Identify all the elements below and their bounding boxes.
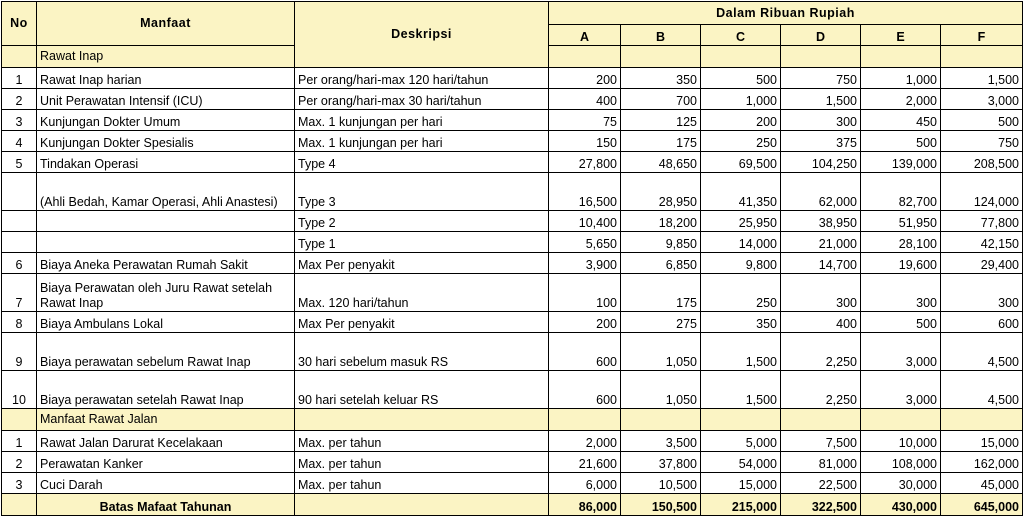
benefit-name: [37, 211, 295, 232]
plan-value: 3,000: [861, 333, 941, 371]
plan-value: 175: [621, 131, 701, 152]
currency-unit-header: Dalam Ribuan Rupiah: [549, 2, 1023, 25]
row-number: 1: [2, 68, 37, 89]
plan-value: 4,500: [941, 371, 1023, 409]
plan-value: 208,500: [941, 152, 1023, 173]
plan-value: 500: [701, 68, 781, 89]
plan-value: 200: [549, 68, 621, 89]
benefit-description: Max. 1 kunjungan per hari: [295, 110, 549, 131]
table-row: [2, 232, 1023, 253]
benefit-name: Biaya Aneka Perawatan Rumah Sakit: [37, 253, 295, 274]
benefit-name: Rawat Inap harian: [37, 68, 295, 89]
row-number: 8: [2, 312, 37, 333]
plan-value: 1,050: [621, 333, 701, 371]
table-row: [2, 253, 1023, 274]
plan-value: 500: [941, 110, 1023, 131]
plan-value: 9,800: [701, 253, 781, 274]
plan-value: 600: [941, 312, 1023, 333]
plan-value: 250: [701, 274, 781, 312]
plan-value: 21,000: [781, 232, 861, 253]
row-number: [2, 232, 37, 253]
benefit-name: [37, 232, 295, 253]
plan-value: 82,700: [861, 173, 941, 211]
row-number: 6: [2, 253, 37, 274]
row-number: 5: [2, 152, 37, 173]
plan-value: 75: [549, 110, 621, 131]
plan-value: 21,600: [549, 452, 621, 473]
plan-value: 3,500: [621, 431, 701, 452]
plan-value: 500: [861, 312, 941, 333]
plan-value: 150: [549, 131, 621, 152]
plan-value: 15,000: [941, 431, 1023, 452]
row-number: [2, 211, 37, 232]
plan-value: 300: [781, 274, 861, 312]
plan-header: A: [549, 25, 621, 46]
plan-header: D: [781, 25, 861, 46]
plan-value: 2,250: [781, 333, 861, 371]
annual-limit-row: [2, 494, 1023, 516]
benefit-description: Per orang/hari-max 30 hari/tahun: [295, 89, 549, 110]
row-number: 3: [2, 110, 37, 131]
table-row: [2, 68, 1023, 89]
plan-value: 108,000: [861, 452, 941, 473]
plan-value: 15,000: [701, 473, 781, 494]
benefit-description: Max. per tahun: [295, 431, 549, 452]
plan-value: 38,950: [781, 211, 861, 232]
plan-value: 1,050: [621, 371, 701, 409]
plan-value: 100: [549, 274, 621, 312]
row-number: 2: [2, 89, 37, 110]
benefit-description: Max. 120 hari/tahun: [295, 274, 549, 312]
benefit-description: 90 hari setelah keluar RS: [295, 371, 549, 409]
benefit-description: Type 1: [295, 232, 549, 253]
plan-value: 62,000: [781, 173, 861, 211]
plan-value: 750: [781, 68, 861, 89]
benefit-name: Unit Perawatan Intensif (ICU): [37, 89, 295, 110]
section-label: Manfaat Rawat Jalan: [37, 409, 295, 431]
plan-value: 3,000: [941, 89, 1023, 110]
row-number: 1: [2, 431, 37, 452]
row-number: 9: [2, 333, 37, 371]
plan-value: 9,850: [621, 232, 701, 253]
benefit-description: Max Per penyakit: [295, 312, 549, 333]
table-row: [2, 312, 1023, 333]
plan-value: 500: [861, 131, 941, 152]
plan-value: 5,000: [701, 431, 781, 452]
annual-limit-value: 645,000: [941, 494, 1023, 516]
col-header-no: No: [2, 2, 37, 46]
benefit-name: Biaya perawatan sebelum Rawat Inap: [37, 333, 295, 371]
plan-value: 77,800: [941, 211, 1023, 232]
plan-value: 700: [621, 89, 701, 110]
plan-value: 81,000: [781, 452, 861, 473]
plan-value: 10,400: [549, 211, 621, 232]
plan-value: 1,500: [701, 333, 781, 371]
plan-value: 1,000: [701, 89, 781, 110]
plan-header: F: [941, 25, 1023, 46]
plan-value: 2,000: [549, 431, 621, 452]
plan-value: 51,950: [861, 211, 941, 232]
table-row: [2, 211, 1023, 232]
row-number: 3: [2, 473, 37, 494]
plan-value: 48,650: [621, 152, 701, 173]
plan-value: 162,000: [941, 452, 1023, 473]
plan-value: 300: [861, 274, 941, 312]
plan-value: 300: [941, 274, 1023, 312]
row-number: 10: [2, 371, 37, 409]
plan-value: 42,150: [941, 232, 1023, 253]
annual-limit-value: 215,000: [701, 494, 781, 516]
annual-limit-value: 322,500: [781, 494, 861, 516]
benefit-name: Tindakan Operasi: [37, 152, 295, 173]
plan-value: 14,700: [781, 253, 861, 274]
plan-value: 375: [781, 131, 861, 152]
header-row-top: [2, 2, 1023, 25]
benefit-name: (Ahli Bedah, Kamar Operasi, Ahli Anastesi): [37, 173, 295, 211]
plan-value: 27,800: [549, 152, 621, 173]
plan-value: 10,500: [621, 473, 701, 494]
benefit-description: Type 3: [295, 173, 549, 211]
plan-value: 30,000: [861, 473, 941, 494]
plan-value: 16,500: [549, 173, 621, 211]
row-number: 4: [2, 131, 37, 152]
table-row: [2, 431, 1023, 452]
plan-value: 350: [701, 312, 781, 333]
table-row: [2, 89, 1023, 110]
plan-value: 450: [861, 110, 941, 131]
plan-value: 750: [941, 131, 1023, 152]
plan-value: 300: [781, 110, 861, 131]
plan-value: 4,500: [941, 333, 1023, 371]
benefit-description: Per orang/hari-max 120 hari/tahun: [295, 68, 549, 89]
table-row: [2, 473, 1023, 494]
table-row: [2, 333, 1023, 371]
plan-value: 45,000: [941, 473, 1023, 494]
benefit-description: Max Per penyakit: [295, 253, 549, 274]
plan-value: 28,100: [861, 232, 941, 253]
benefit-name: Kunjungan Dokter Umum: [37, 110, 295, 131]
plan-value: 600: [549, 371, 621, 409]
table-row: [2, 110, 1023, 131]
annual-limit-value: 430,000: [861, 494, 941, 516]
plan-value: 104,250: [781, 152, 861, 173]
plan-value: 139,000: [861, 152, 941, 173]
outpatient-rows: [2, 431, 1023, 494]
plan-value: 200: [701, 110, 781, 131]
plan-value: 7,500: [781, 431, 861, 452]
benefit-name: Biaya Ambulans Lokal: [37, 312, 295, 333]
benefit-name: Cuci Darah: [37, 473, 295, 494]
annual-limit-value: 150,500: [621, 494, 701, 516]
benefit-name: Biaya Perawatan oleh Juru Rawat setelah Rawat Inap: [37, 274, 295, 312]
table-row: [2, 452, 1023, 473]
table-row: [2, 152, 1023, 173]
plan-value: 3,900: [549, 253, 621, 274]
plan-value: 125: [621, 110, 701, 131]
plan-header: B: [621, 25, 701, 46]
plan-value: 400: [549, 89, 621, 110]
plan-value: 54,000: [701, 452, 781, 473]
plan-value: 3,000: [861, 371, 941, 409]
inpatient-rows: [2, 68, 1023, 409]
plan-value: 37,800: [621, 452, 701, 473]
row-number: 2: [2, 452, 37, 473]
plan-value: 19,600: [861, 253, 941, 274]
benefit-description: Max. per tahun: [295, 452, 549, 473]
plan-value: 275: [621, 312, 701, 333]
plan-value: 28,950: [621, 173, 701, 211]
plan-value: 6,000: [549, 473, 621, 494]
row-number: [2, 173, 37, 211]
annual-limit-label: Batas Mafaat Tahunan: [37, 494, 295, 516]
section-label: Rawat Inap: [37, 46, 295, 68]
benefit-name: Biaya perawatan setelah Rawat Inap: [37, 371, 295, 409]
annual-limit-value: 86,000: [549, 494, 621, 516]
row-number: 7: [2, 274, 37, 312]
plan-value: 350: [621, 68, 701, 89]
col-header-description: Deskripsi: [295, 2, 549, 68]
plan-value: 1,000: [861, 68, 941, 89]
plan-value: 2,000: [861, 89, 941, 110]
plan-value: 2,250: [781, 371, 861, 409]
plan-value: 14,000: [701, 232, 781, 253]
plan-value: 1,500: [941, 68, 1023, 89]
table-row: [2, 371, 1023, 409]
plan-value: 250: [701, 131, 781, 152]
benefit-name: Kunjungan Dokter Spesialis: [37, 131, 295, 152]
benefit-description: 30 hari sebelum masuk RS: [295, 333, 549, 371]
col-header-benefit: Manfaat: [37, 2, 295, 46]
plan-value: 41,350: [701, 173, 781, 211]
plan-value: 124,000: [941, 173, 1023, 211]
plan-header: C: [701, 25, 781, 46]
plan-value: 1,500: [701, 371, 781, 409]
plan-value: 600: [549, 333, 621, 371]
benefit-name: Rawat Jalan Darurat Kecelakaan: [37, 431, 295, 452]
benefit-description: Type 2: [295, 211, 549, 232]
benefit-table: [1, 1, 1023, 516]
plan-value: 200: [549, 312, 621, 333]
table-row: [2, 131, 1023, 152]
plan-value: 175: [621, 274, 701, 312]
plan-value: 10,000: [861, 431, 941, 452]
benefit-description: Type 4: [295, 152, 549, 173]
benefit-description: Max. per tahun: [295, 473, 549, 494]
table-row: [2, 173, 1023, 211]
plan-header: E: [861, 25, 941, 46]
section-header-outpatient: [2, 409, 1023, 431]
plan-value: 29,400: [941, 253, 1023, 274]
benefit-name: Perawatan Kanker: [37, 452, 295, 473]
plan-value: 1,500: [781, 89, 861, 110]
plan-value: 69,500: [701, 152, 781, 173]
plan-value: 6,850: [621, 253, 701, 274]
plan-value: 18,200: [621, 211, 701, 232]
plan-value: 400: [781, 312, 861, 333]
plan-value: 5,650: [549, 232, 621, 253]
benefit-description: Max. 1 kunjungan per hari: [295, 131, 549, 152]
table-row: [2, 274, 1023, 312]
plan-value: 22,500: [781, 473, 861, 494]
plan-value: 25,950: [701, 211, 781, 232]
